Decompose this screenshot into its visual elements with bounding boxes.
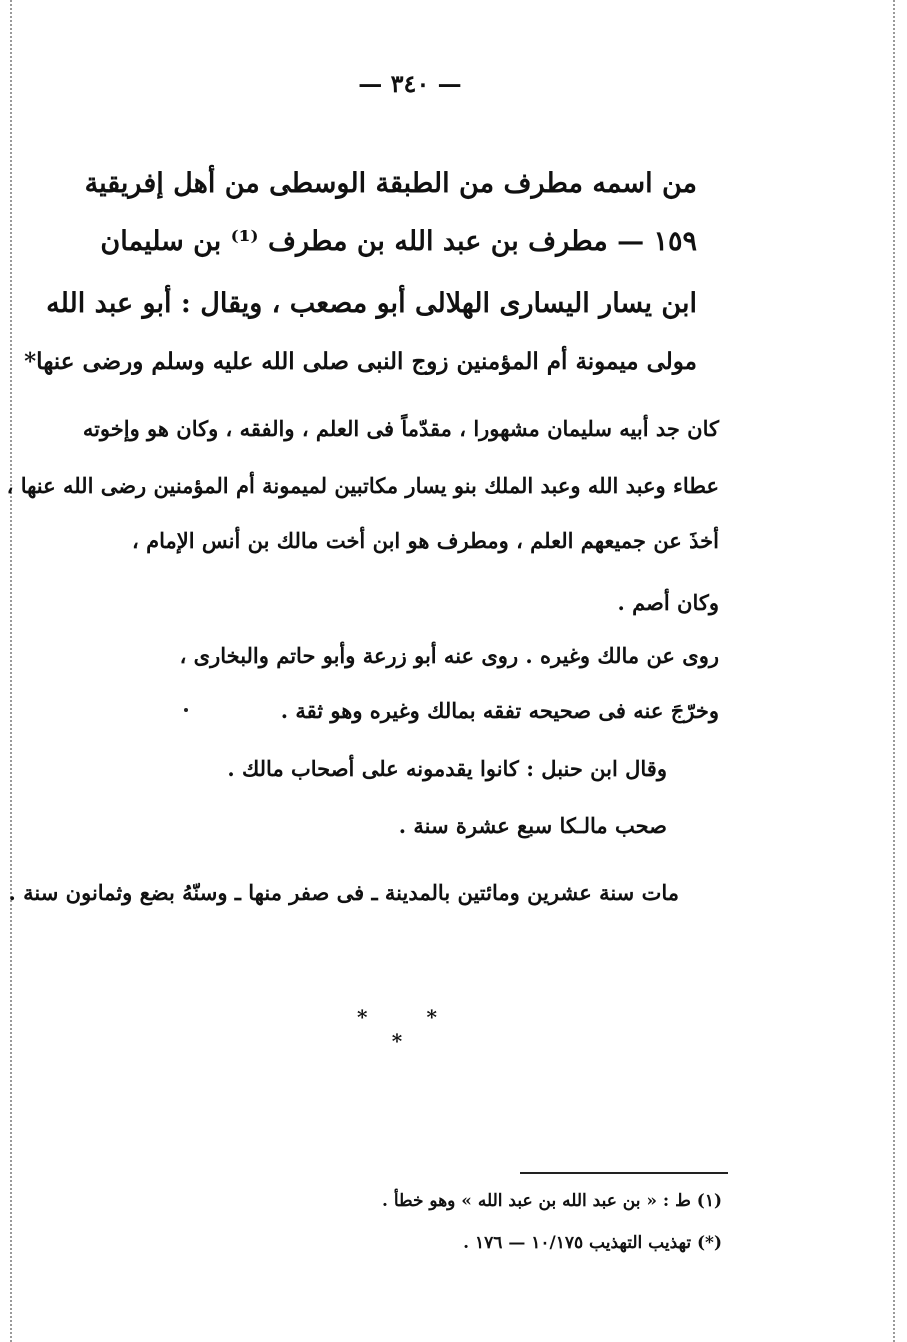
body-text-line: وخرّجَ عنه فى صحيحه تفقه بمالك وغيره وهو ثقة . [280,698,719,723]
body-text-line: روى عن مالك وغيره . روى عنه أبو زرعة وأبو حاتم والبخارى ، [179,643,719,668]
body-text-line: مات سنة عشرين ومائتين بالمدينة ـ فى صفر منها ـ وسنّهُ بضع وثمانون سنة . [8,880,679,905]
body-text-line: صحب مالـكا سبع عشرة سنة . [398,813,667,838]
section-separator: * * * [357,1005,463,1053]
body-text-line: عطاء وعبد الله وعبد الملك بنو يسار مكاتبين لميمونة أم المؤمنين رضى الله عنها ، [6,473,719,498]
entry-title-line: مولى ميمونة أم المؤمنين زوج النبى صلى الله عليه وسلم ورضى عنها* [24,348,697,375]
scan-margin-right [893,0,895,1342]
body-text-line: كان جد أبيه سليمان مشهورا ، مقدّماً فى العلم ، والفقه ، وكان هو وإخوته [82,416,719,441]
body-text-line: أخذَ عن جميعهم العلم ، ومطرف هو ابن أخت مالك بن أنس الإمام ، [132,528,719,553]
footnote: (١) ط : « بن عبد الله بن عبد الله » وهو خطأ . [382,1191,722,1211]
footnote: (*) تهذيب التهذيب ١٠/١٧٥ — ١٧٦ . [463,1233,722,1253]
page-number: — ٣٤٠ — [358,69,462,98]
footnote-divider [520,1172,728,1174]
scan-margin-left [10,0,12,1342]
ink-speck [184,708,188,712]
body-text-line: وقال ابن حنبل : كانوا يقدمونه على أصحاب مالك . [227,756,667,781]
entry-title-line: ١٥٩ — مطرف بن عبد الله بن مطرف ⁽¹⁾ بن سليمان [100,226,697,257]
body-text-line: وكان أصم . [617,590,719,615]
section-heading: من اسمه مطرف من الطبقة الوسطى من أهل إفريقية [84,168,697,199]
entry-title-line: ابن يسار اليسارى الهلالى أبو مصعب ، ويقال : أبو عبد الله [46,288,697,319]
